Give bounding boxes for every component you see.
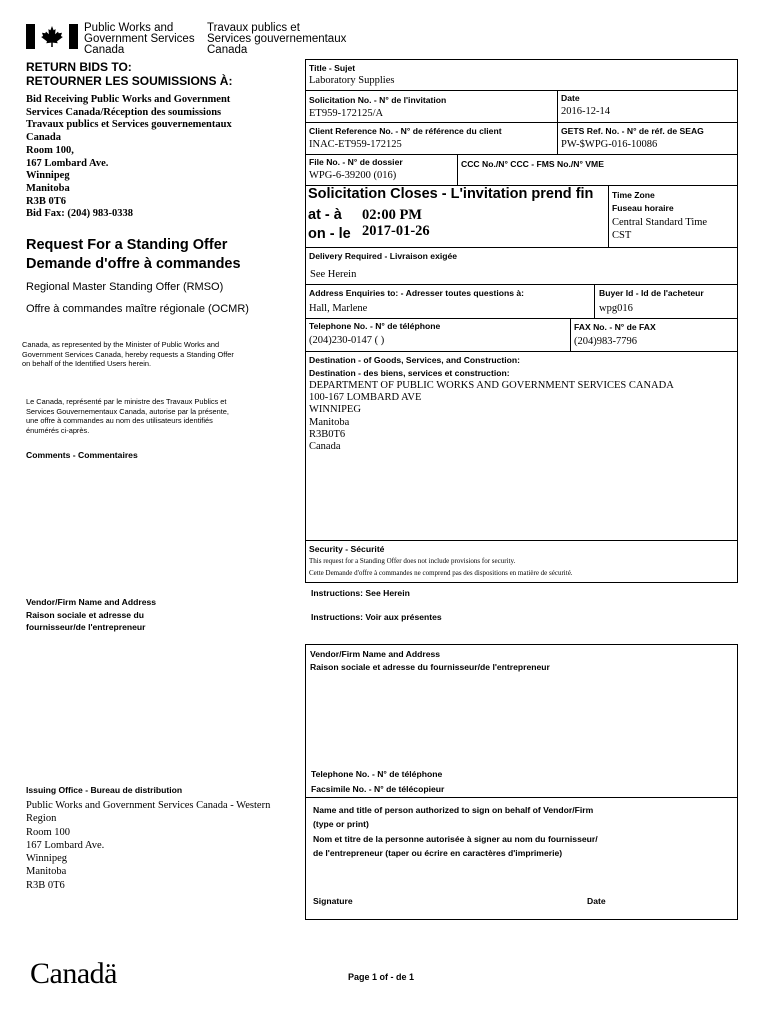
address-line: Bid Receiving Public Works and Government — [26, 94, 231, 105]
destination-line: WINNIPEG — [309, 404, 361, 416]
rule — [594, 284, 595, 318]
title-value: Laboratory Supplies — [309, 75, 395, 86]
canada-flag-icon — [26, 24, 78, 49]
security-label: Security - Sécurité — [309, 544, 385, 554]
closing-time-value: 02:00 PM — [362, 207, 422, 223]
return-bids-title — [26, 60, 232, 88]
buyer-id-label: Buyer Id - Id de l'acheteur — [599, 288, 704, 298]
closing-date-value: 2017-01-26 — [362, 223, 430, 239]
address-line: R3B 0T6 — [26, 195, 66, 207]
file-number-value: WPG-6-39200 (016) — [309, 170, 397, 181]
rule — [305, 247, 738, 248]
return-bids-title-en: RETURN BIDS TO: — [26, 60, 132, 74]
destination-line: 100-167 LOMBARD AVE — [309, 392, 422, 404]
authorized-line: (type or print) — [313, 819, 369, 830]
agency-name-en — [84, 23, 195, 56]
security-text-fr: Cette Demande d'offre à commandes ne comprend pas des dispositions en matière de sécurité. — [309, 569, 573, 577]
paragraph-line: Government Services Canada, hereby requests a Standing Offer — [22, 349, 234, 359]
client-reference-label: Client Reference No. - N° de référence du client — [309, 126, 502, 136]
destination-line: Canada — [309, 441, 341, 453]
rule — [457, 154, 458, 185]
rule — [557, 90, 558, 154]
page-number: Page 1 of - de 1 — [348, 972, 415, 982]
vendor-facsimile-label: Facsimile No. - N° de télécopieur — [311, 784, 445, 794]
address-line: Services Canada/Réception des soumissions — [26, 106, 222, 118]
paragraph-line: Canada, as represented by the Minister of Public Works and — [22, 340, 220, 349]
vendor-label-line: fournisseur/de l'entrepreneur — [26, 622, 146, 632]
rule — [305, 284, 738, 285]
address-line: Canada — [26, 132, 62, 144]
authorized-line: Name and title of person authorized to sign on behalf of Vendor/Firm — [313, 805, 594, 815]
rule — [305, 154, 738, 155]
telephone-value: (204)230-0147 ( ) — [309, 335, 385, 346]
vendor-name-field[interactable] — [308, 678, 734, 768]
destination-line: R3B0T6 — [309, 428, 346, 440]
destination-line: DEPARTMENT OF PUBLIC WORKS AND GOVERNMENT SERVICES CANADA — [309, 380, 674, 391]
paragraph-line: on behalf of the Identified Users herein. — [22, 359, 152, 369]
signature-date-label: Date — [587, 896, 606, 906]
security-text-en: This request for a Standing Offer does not include provisions for security. — [309, 557, 516, 565]
offer-type-fr: Offre à commandes maître régionale (OCMR) — [26, 303, 249, 315]
issuing-office-label: Issuing Office - Bureau de distribution — [26, 785, 183, 795]
closing-time-label: at - à — [308, 207, 342, 223]
authorized-line: Nom et titre de la personne autorisée à signer au nom du fournisseur/ — [313, 833, 598, 844]
agency-line: Services gouvernementaux — [207, 33, 347, 45]
issuing-line: Public Works and Government Services Canada - Western — [26, 800, 271, 811]
request-title — [26, 236, 241, 274]
rule — [570, 318, 571, 351]
comments-label: Comments - Commentaires — [26, 450, 138, 460]
offer-type-en: Regional Master Standing Offer (RMSO) — [26, 281, 224, 293]
rule — [305, 90, 738, 91]
agency-name-fr — [207, 23, 346, 56]
fax-label: FAX No. - N° de FAX — [574, 322, 656, 332]
agency-line: Government Services — [84, 33, 195, 45]
time-zone-label-en: Time Zone — [612, 190, 655, 200]
gets-reference-label: GETS Ref. No. - N° de réf. de SEAG — [561, 126, 704, 136]
authorized-line: de l'entrepreneur (taper ou écrire en caractères d'imprimerie) — [313, 848, 563, 859]
instructions-fr: Instructions: Voir aux présentes — [311, 612, 442, 622]
request-paragraph-en — [22, 340, 234, 369]
destination-label-en: Destination - of Goods, Services, and Construction: — [309, 355, 521, 365]
issuing-line: Manitoba — [26, 866, 67, 878]
issuing-line: R3B 0T6 — [26, 879, 65, 891]
time-zone-abbr: CST — [612, 230, 632, 241]
telephone-label: Telephone No. - N° de téléphone — [309, 321, 441, 331]
issuing-line: Room 100 — [26, 826, 71, 838]
solicitation-closes-label: Solicitation Closes - L'invitation prend fin — [308, 186, 594, 202]
request-title-fr: Demande d'offre à commandes — [26, 256, 241, 272]
authorized-person-label — [313, 803, 598, 861]
paragraph-line: Le Canada, représenté par le ministre des Travaux Publics et — [26, 397, 227, 406]
address-line: Manitoba — [26, 182, 70, 194]
instructions-en: Instructions: See Herein — [311, 588, 410, 598]
rule — [608, 185, 609, 247]
vendor-label-line: Raison sociale et adresse du — [26, 609, 144, 620]
file-number-label: File No. - N° de dossier — [309, 157, 403, 167]
request-paragraph-fr — [26, 397, 229, 435]
solicitation-label: Solicitation No. - N° de l'invitation — [309, 95, 447, 105]
address-line: Winnipeg — [26, 170, 70, 182]
time-zone-label-fr: Fuseau horaire — [612, 203, 674, 213]
client-reference-value: INAC-ET959-172125 — [309, 139, 402, 150]
destination-address — [309, 380, 674, 453]
rule — [305, 122, 738, 123]
date-label: Date — [561, 93, 580, 103]
paragraph-line: une offre à commandes au nom des utilisateurs identifiés — [26, 416, 213, 426]
rule — [305, 540, 738, 541]
vendor-left-label — [26, 596, 156, 634]
issuing-line: 167 Lombard Ave. — [26, 839, 105, 851]
vendor-label-line: Vendor/Firm Name and Address — [26, 597, 157, 607]
issuing-office-address — [26, 799, 270, 892]
gets-reference-value: PW-$WPG-016-10086 — [561, 139, 658, 150]
agency-line: Canada — [84, 44, 125, 56]
address-enquiries-value: Hall, Marlene — [309, 303, 368, 314]
destination-label-fr: Destination - des biens, services et construction: — [309, 368, 510, 378]
address-enquiries-label: Address Enquiries to: - Adresser toutes questions à: — [309, 288, 525, 298]
vendor-telephone-label: Telephone No. - N° de téléphone — [311, 769, 443, 779]
return-bids-address — [26, 94, 232, 221]
signature-label: Signature — [313, 896, 353, 906]
delivery-required-label: Delivery Required - Livraison exigée — [309, 251, 458, 261]
rule — [305, 797, 738, 798]
agency-line: Public Works and — [84, 22, 174, 34]
request-title-en: Request For a Standing Offer — [26, 237, 228, 253]
authorized-person-field[interactable] — [308, 862, 734, 892]
agency-line: Canada — [207, 44, 248, 56]
title-label: Title - Sujet — [309, 63, 356, 73]
rule — [305, 351, 738, 352]
rule — [305, 318, 738, 319]
destination-line: Manitoba — [309, 416, 350, 428]
ccc-fms-label: CCC No./N° CCC - FMS No./N° VME — [461, 159, 604, 169]
solicitation-value: ET959-172125/A — [309, 108, 384, 119]
paragraph-line: énumérés ci-après. — [26, 425, 90, 435]
buyer-id-value: wpg016 — [599, 303, 633, 314]
closing-date-label: on - le — [308, 226, 351, 242]
agency-line: Travaux publics et — [207, 22, 300, 34]
address-line: Room 100, — [26, 144, 74, 156]
bid-fax: Bid Fax: (204) 983-0338 — [26, 208, 134, 220]
date-value: 2016-12-14 — [561, 106, 610, 117]
issuing-line: Region — [26, 813, 57, 825]
return-bids-title-fr: RETOURNER LES SOUMISSIONS À: — [26, 74, 233, 88]
canada-wordmark: Canadä — [30, 957, 117, 990]
delivery-required-value: See Herein — [310, 269, 357, 280]
address-line: Travaux publics et Services gouvernementaux — [26, 119, 232, 131]
vendor-name-label-fr: Raison sociale et adresse du fournisseur/de l'entrepreneur — [310, 662, 550, 672]
time-zone-value: Central Standard Time — [612, 217, 708, 228]
fax-value: (204)983-7796 — [574, 336, 637, 347]
issuing-line: Winnipeg — [26, 853, 67, 865]
vendor-name-label-en: Vendor/Firm Name and Address — [310, 649, 441, 659]
address-line: 167 Lombard Ave. — [26, 157, 109, 169]
paragraph-line: Services Gouvernementaux Canada, autorise par la présente, — [26, 406, 229, 416]
